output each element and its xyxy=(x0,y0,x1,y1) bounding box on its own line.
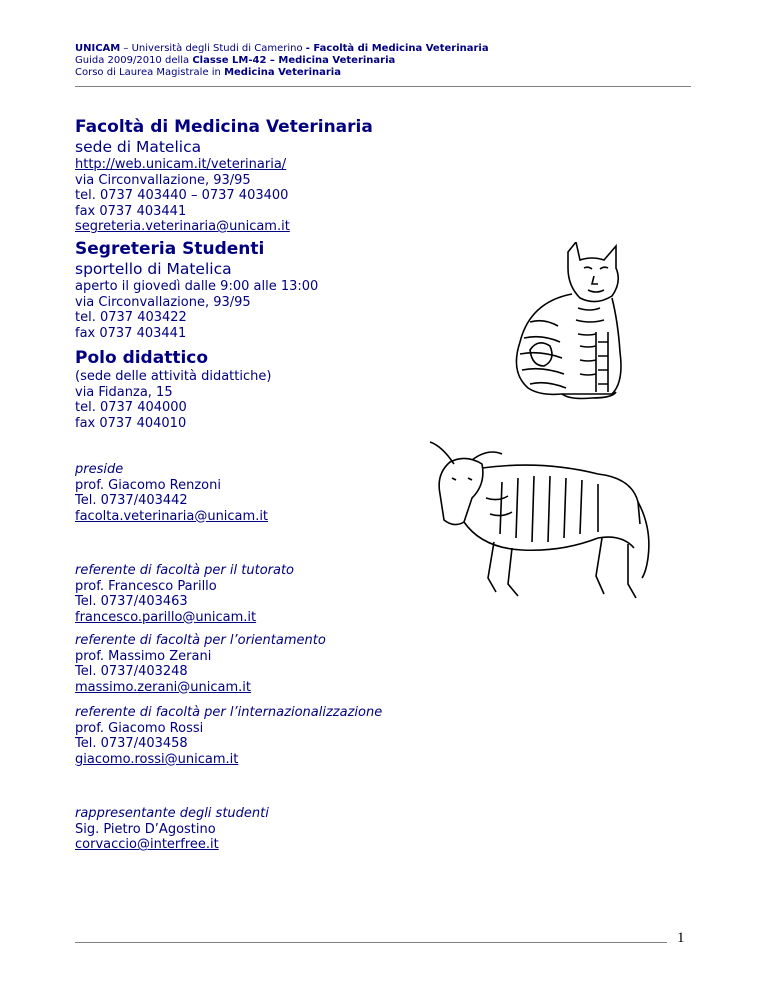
polo-fax: fax 0737 404010 xyxy=(75,415,187,431)
contact-tel: Tel. 0737/403248 xyxy=(75,664,188,679)
contact-tel: Tel. 0737/403442 xyxy=(75,493,188,508)
ox-illustration xyxy=(402,438,658,608)
page-number: 1 xyxy=(677,930,685,946)
secretariat-title: Segreteria Studenti xyxy=(75,239,265,259)
footer-divider xyxy=(75,942,667,943)
secretariat-tel: tel. 0737 403422 xyxy=(75,310,187,325)
polo-note: (sede delle attività didattiche) xyxy=(75,369,272,384)
contact-name: prof. Giacomo Renzoni xyxy=(75,477,221,493)
faculty-address: via Circonvallazione, 93/95 xyxy=(75,172,251,188)
secretariat-subtitle: sportello di Matelica xyxy=(75,260,232,278)
header-line-2: Guida 2009/2010 della Classe LM-42 – Medicina Veterinaria xyxy=(75,55,396,66)
contact-role: referente di facoltà per l’internazionalizzazione xyxy=(75,705,383,720)
secretariat-hours: aperto il giovedì dalle 9:00 alle 13:00 xyxy=(75,279,319,294)
contact-role: preside xyxy=(75,462,124,477)
header-divider xyxy=(75,86,691,87)
contact-orientamento xyxy=(75,633,326,695)
faculty-email-link[interactable]: segreteria.veterinaria@unicam.it xyxy=(75,219,290,234)
contact-name: prof. Massimo Zerani xyxy=(75,648,212,664)
page-header xyxy=(75,43,691,79)
contact-role: rappresentante degli studenti xyxy=(75,806,269,821)
contact-email-link[interactable]: giacomo.rossi@unicam.it xyxy=(75,751,239,767)
polo-address: via Fidanza, 15 xyxy=(75,384,173,400)
header-line-3: Corso di Laurea Magistrale in Medicina Veterinaria xyxy=(75,67,341,78)
contact-name: prof. Francesco Parillo xyxy=(75,578,217,594)
contact-name: Sig. Pietro D’Agostino xyxy=(75,821,216,837)
contact-tutorato xyxy=(75,563,294,625)
contact-student-rep xyxy=(75,806,269,853)
faculty-url-link[interactable]: http://web.unicam.it/veterinaria/ xyxy=(75,157,287,172)
polo-tel: tel. 0737 404000 xyxy=(75,400,187,415)
header-line-1: UNICAM – Università degli Studi di Camerino - Facoltà di Medicina Veterinaria xyxy=(75,43,489,54)
contact-role: referente di facoltà per l’orientamento xyxy=(75,633,326,648)
polo-block xyxy=(75,347,271,431)
contact-role: referente di facoltà per il tutorato xyxy=(75,563,295,578)
faculty-title: Facoltà di Medicina Veterinaria xyxy=(75,117,373,137)
polo-title: Polo didattico xyxy=(75,348,209,368)
secretariat-block xyxy=(75,238,318,341)
cat-illustration xyxy=(500,242,652,400)
faculty-subtitle: sede di Matelica xyxy=(75,138,202,156)
faculty-tel: tel. 0737 403440 – 0737 403400 xyxy=(75,188,289,203)
contact-internazionalizzazione xyxy=(75,705,382,767)
secretariat-address: via Circonvallazione, 93/95 xyxy=(75,294,251,310)
contact-tel: Tel. 0737/403463 xyxy=(75,594,188,609)
contact-email-link[interactable]: corvaccio@interfree.it xyxy=(75,837,219,852)
contact-name: prof. Giacomo Rossi xyxy=(75,720,204,736)
contact-tel: Tel. 0737/403458 xyxy=(75,736,188,751)
faculty-block xyxy=(75,116,373,235)
contact-email-link[interactable]: francesco.parillo@unicam.it xyxy=(75,609,257,625)
contact-email-link[interactable]: massimo.zerani@unicam.it xyxy=(75,679,252,695)
faculty-fax: fax 0737 403441 xyxy=(75,203,187,219)
contact-email-link[interactable]: facolta.veterinaria@unicam.it xyxy=(75,508,269,524)
secretariat-fax: fax 0737 403441 xyxy=(75,325,187,341)
contact-preside xyxy=(75,462,268,524)
